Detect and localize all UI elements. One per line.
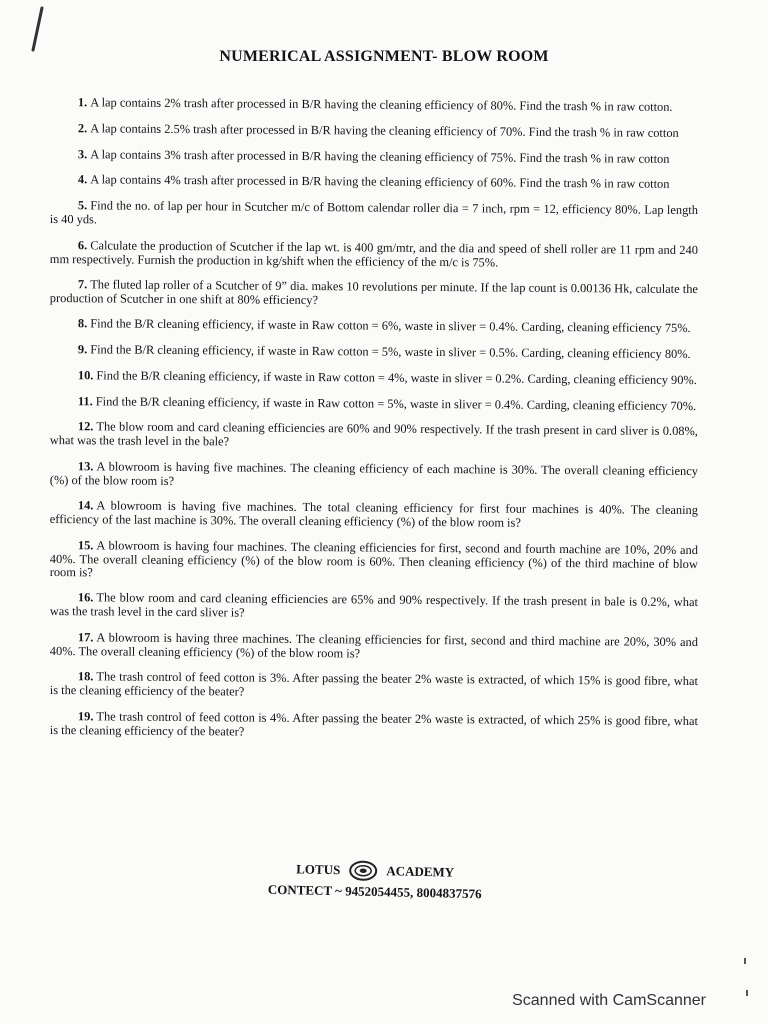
question-item [50, 591, 698, 623]
scan-speck [746, 990, 748, 996]
question-item [50, 317, 698, 336]
question-text: A blowroom is having four machines. The cleaning efficiencies for first, second and fourth machine are 10%, 20% and 40%. The overall cleaning efficiency (%) of the blow room is 60%. Then cleaning efficiency (%) of the third machine of blow room is? [49, 537, 698, 580]
question-text: A lap contains 2.5% trash after processed in B/R having the cleaning efficiency of 70%. Find the trash % in raw cotton [90, 121, 679, 140]
question-text: Find the B/R cleaning efficiency, if waste in Raw cotton = 5%, waste in sliver = 0.4%. Carding, cleaning efficiency 70%. [95, 393, 697, 413]
question-item [50, 343, 698, 362]
question-text: The trash control of feed cotton is 3%. After passing the beater 2% waste is extracted, of which 15% is good fibre, what is the cleaning efficiency of the beater? [49, 669, 698, 699]
question-text: A lap contains 3% trash after processed in B/R having the cleaning efficiency of 75%. Find the trash % in raw cotton [90, 146, 670, 166]
question-text: The trash control of feed cotton is 4%. After passing the beater 2% waste is extracted, of which 25% is good fibre, what is the cleaning efficiency of the beater? [49, 708, 698, 738]
question-number: 16. [77, 590, 94, 605]
question-number: 1. [77, 95, 88, 110]
question-number: 17. [77, 630, 94, 645]
question-text: The fluted lap roller of a Scutcher of 9” dia. makes 10 revolutions per minute. If the lap count is 0.00136 Hk, calculate the production of Scutcher in one shift at 80% efficiency? [49, 277, 698, 307]
lotus-logo-icon [348, 859, 378, 882]
question-number: 13. [77, 458, 94, 474]
question-number: 15. [77, 537, 94, 552]
footer [230, 857, 521, 903]
footer-brand [230, 857, 520, 885]
question-number: 2. [77, 121, 88, 136]
question-number: 19. [77, 708, 94, 723]
question-item [50, 148, 698, 167]
question-item [50, 122, 698, 141]
question-number: 8. [77, 316, 88, 331]
question-item [50, 670, 698, 702]
question-item [50, 420, 698, 452]
question-text: The blow room and card cleaning efficiencies are 65% and 90% respectively. If the trash present in bale is 0.2%, what was the trash level in the card sliver is? [49, 590, 698, 620]
question-number: 5. [77, 198, 88, 213]
question-item [50, 199, 698, 231]
question-text: The blow room and card cleaning efficiencies are 60% and 90% respectively. If the trash present in card sliver is 0.08%, what was the trash level in the bale? [49, 419, 698, 449]
question-item [50, 239, 698, 271]
question-number: 4. [77, 172, 88, 187]
question-number: 11. [77, 393, 93, 408]
question-text: A blowroom is having five machines. The cleaning efficiency of each machine is 30%. The overall cleaning efficiency (%) of the blow room is? [49, 459, 698, 488]
question-number: 9. [77, 342, 88, 357]
page-title: NUMERICAL ASSIGNMENT- BLOW ROOM [219, 48, 549, 65]
question-item [50, 710, 698, 742]
question-item [50, 278, 698, 310]
camscanner-watermark: Scanned with CamScanner [512, 992, 706, 1009]
question-item [50, 173, 698, 192]
question-number: 3. [77, 146, 88, 161]
question-item [50, 631, 698, 663]
question-number: 14. [77, 498, 94, 513]
pen-mark [31, 6, 43, 52]
question-item [50, 395, 698, 414]
question-text: Find the B/R cleaning efficiency, if waste in Raw cotton = 5%, waste in sliver = 0.5%. Carding, cleaning efficiency 80%. [90, 342, 691, 362]
question-number: 18. [77, 669, 94, 684]
question-text: Calculate the production of Scutcher if the lap wt. is 400 gm/mtr, and the dia and speed of shell roller are 11 rpm and 240 mm respectively. Furnish the production in kg/shift when the efficiency of the m/c is 75%. [49, 237, 698, 269]
question-text: Find the B/R cleaning efficiency, if waste in Raw cotton = 6%, waste in sliver = 0.4%. Carding, cleaning efficiency 75%. [90, 316, 691, 336]
question-number: 7. [77, 277, 88, 292]
question-text: Find the B/R cleaning efficiency, if waste in Raw cotton = 4%, waste in sliver = 0.2%. Carding, cleaning efficiency 90%. [96, 368, 697, 387]
question-item [50, 369, 698, 388]
question-text: A blowroom is having five machines. The total cleaning efficiency for first four machines is 40%. The cleaning efficiency of the last machine is 30%. The overall cleaning efficiency (%) of the blow room is? [49, 498, 698, 530]
question-text: A blowroom is having three machines. The cleaning efficiencies for first, second and third machine are 20%, 30% and 40%. The overall cleaning efficiency (%) of the blow room is? [49, 630, 698, 660]
question-number: 10. [77, 368, 94, 383]
footer-name-left: LOTUS [296, 861, 341, 878]
footer-contact: CONTECT ~ 9452054455, 8004837576 [267, 881, 482, 902]
question-number: 12. [77, 419, 94, 434]
question-text: A lap contains 4% trash after processed in B/R having the cleaning efficiency of 60%. Find the trash % in raw cotton [90, 172, 670, 192]
question-number: 6. [77, 237, 88, 252]
question-text: A lap contains 2% trash after processed in B/R having the cleaning efficiency of 80%. Find the trash % in raw cotton. [90, 95, 673, 114]
question-item [50, 539, 698, 585]
question-list [50, 96, 698, 749]
question-text: Find the no. of lap per hour in Scutcher m/c of Bottom calendar roller dia = 7 inch, rpm = 12, efficiency 80%. Lap length is 40 yds. [49, 198, 698, 227]
question-item [50, 499, 698, 531]
question-item [50, 460, 698, 492]
footer-name-right: ACADEMY [386, 863, 455, 880]
scan-speck [744, 958, 746, 964]
question-item [50, 96, 698, 115]
